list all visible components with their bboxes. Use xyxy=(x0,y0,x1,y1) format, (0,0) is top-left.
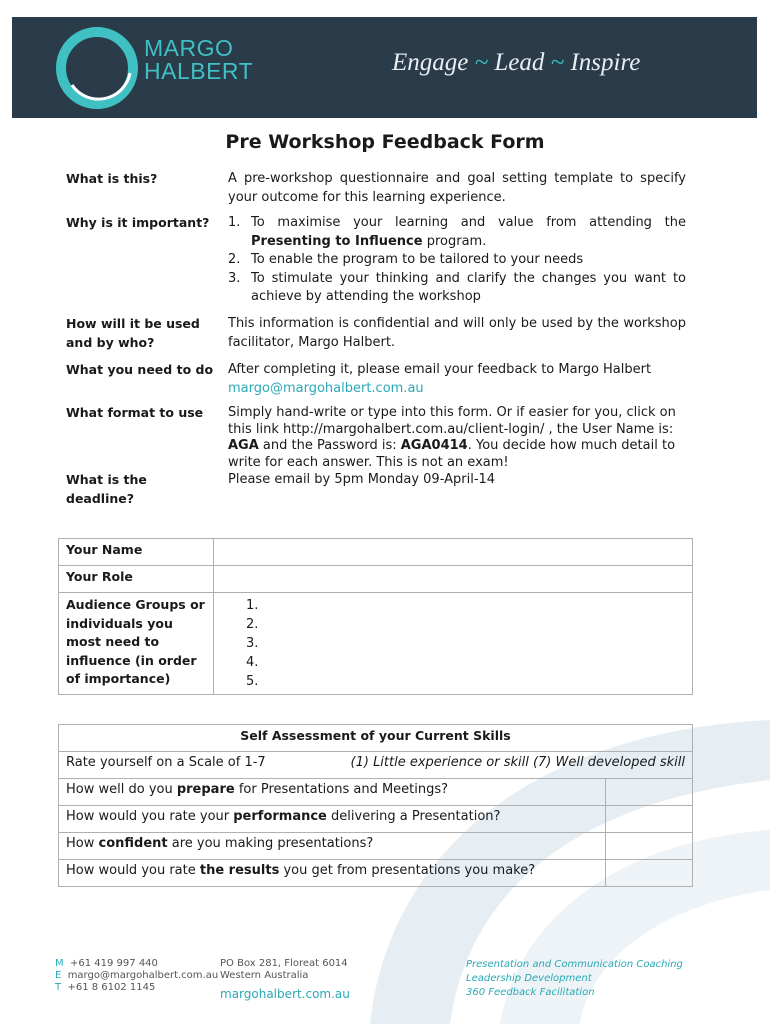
logo-text xyxy=(144,37,253,83)
question-prepare: How well do you prepare for Presentations and Meetings? xyxy=(59,779,606,806)
question-confident: How confident are you making presentations? xyxy=(59,833,606,860)
header-banner xyxy=(12,17,757,118)
rating-input-performance[interactable] xyxy=(606,806,693,833)
self-assessment-table xyxy=(58,724,693,887)
question-performance: How would you rate your performance delivering a Presentation? xyxy=(59,806,606,833)
rating-input-confident[interactable] xyxy=(606,833,693,860)
question-results: How would you rate the results you get from presentations you make? xyxy=(59,860,606,887)
list-item: 2. To enable the program to be tailored to your needs xyxy=(228,252,584,267)
your-name-field[interactable] xyxy=(214,539,693,566)
footer-contact: M +61 419 997 440 E margo@margohalbert.com.au T +61 8 6102 1145 xyxy=(55,958,219,993)
self-assessment-heading: Self Assessment of your Current Skills xyxy=(59,725,693,752)
info-table xyxy=(58,538,693,695)
logo-ring-icon xyxy=(52,23,142,113)
list-item: 1. To maximise your learning and value from attending the Presenting to Influence program. xyxy=(228,215,686,249)
list-item: 3. To stimulate your thinking and clarify the changes you want to achieve by attending the workshop xyxy=(228,270,686,304)
email-link[interactable]: margo@margohalbert.com.au xyxy=(228,380,424,396)
logo-line-2: HALBERT xyxy=(144,58,254,84)
audience-label: Audience Groups or individuals you most need to influence (in order of importance) xyxy=(59,593,214,695)
footer-address: PO Box 281, Floreat 6014 Western Australia margohalbert.com.au xyxy=(220,958,350,1001)
tagline: Engage ~ Lead ~ Inspire xyxy=(392,49,641,76)
rating-input-prepare[interactable] xyxy=(606,779,693,806)
rating-scale-row: Rate yourself on a Scale of 1-7 (1) Little experience or skill (7) Well developed skill xyxy=(59,752,693,779)
audience-field[interactable]: 1. 2. 3. 4. 5. xyxy=(214,593,693,695)
your-name-label: Your Name xyxy=(59,539,214,566)
footer-services: Presentation and Communication Coaching Leadership Development 360 Feedback Facilitation xyxy=(466,959,683,998)
logo-line-1: MARGO xyxy=(144,35,234,61)
website-link[interactable]: margohalbert.com.au xyxy=(220,987,350,1001)
page-title: Pre Workshop Feedback Form xyxy=(225,131,545,153)
your-role-field[interactable] xyxy=(214,566,693,593)
your-role-label: Your Role xyxy=(59,566,214,593)
rating-input-results[interactable] xyxy=(606,860,693,887)
